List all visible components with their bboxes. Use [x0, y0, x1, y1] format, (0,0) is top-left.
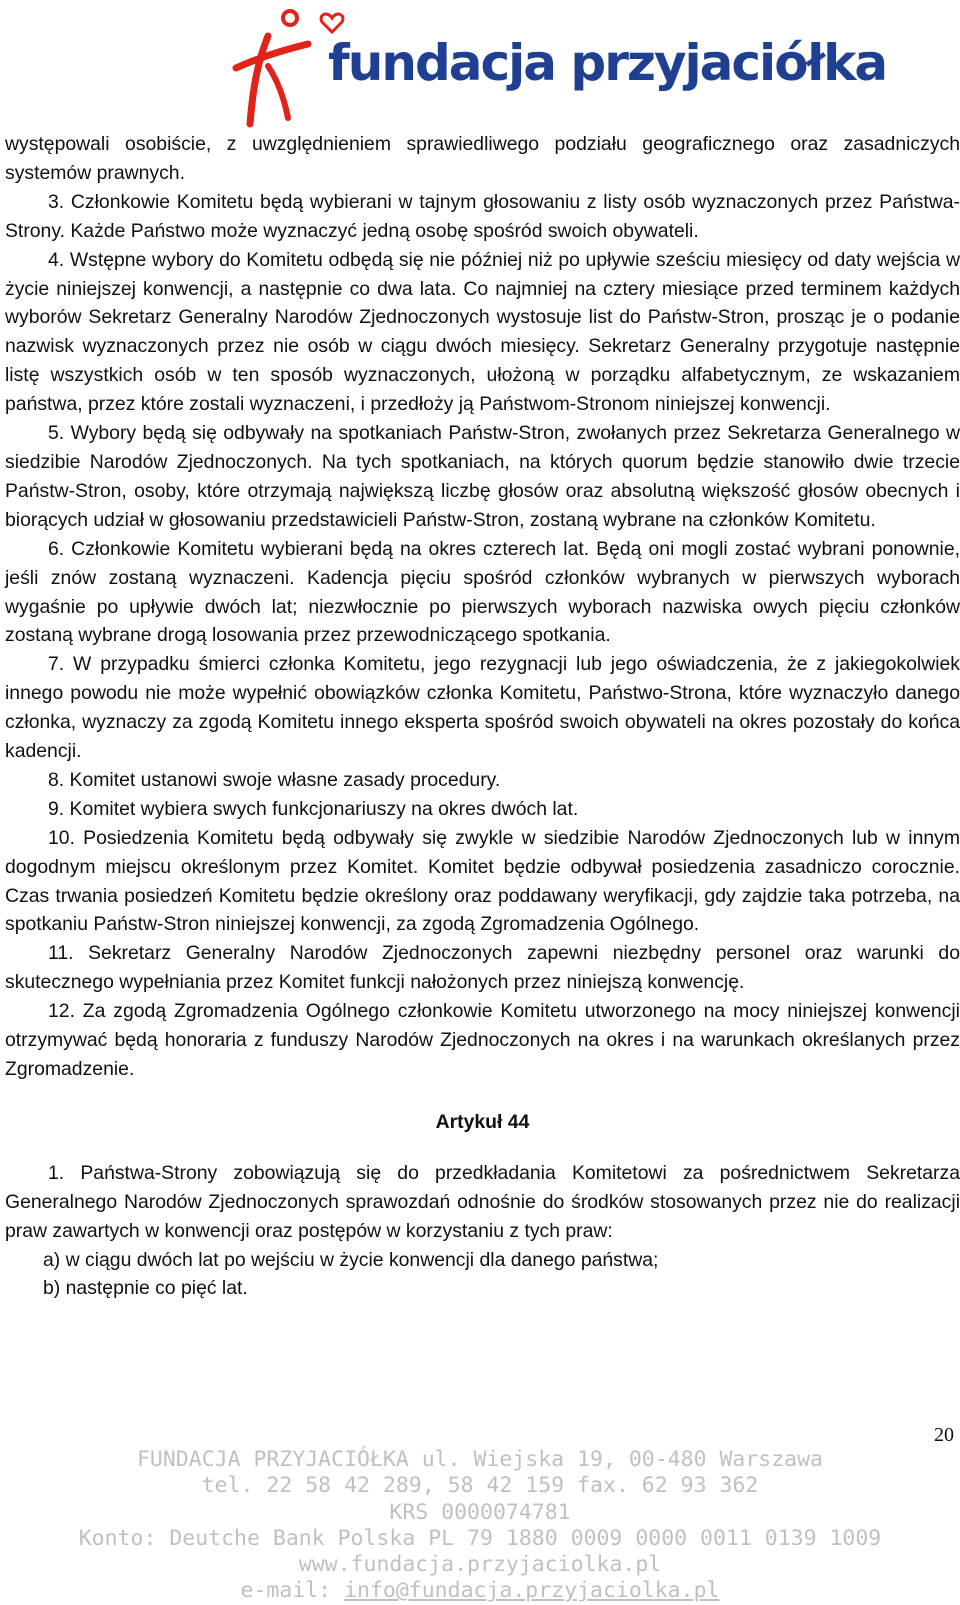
paragraph-6: 6. Członkowie Komitetu wybierani będą na okres czterech lat. Będą oni mogli zostać wybrani ponownie, jeśli znów zostaną wyznaczeni. Kadencja pięciu spośród członków wybranych w pierwszych wyborach wygaśnie po upływie dwóch lat; niezwłocznie po pierwszych wyborach nazwiska owych pięciu członków zostaną wybrane drogą losowania przez przewodniczącego spotkania.: [5, 537, 960, 647]
footer: [0, 1447, 960, 1605]
fundacja-logo: [228, 6, 887, 130]
footer-email-link[interactable]: info@fundacja.przyjaciolka.pl: [344, 1578, 720, 1604]
paragraph-4: 4. Wstępne wybory do Komitetu odbędą się nie później niż po upływie sześciu miesięcy od daty wejścia w życie niniejszej konwencji, a następnie co dwa lata. Co najmniej na cztery miesiące przed terminem każdych wyborów Sekretarz Generalny Narodów Zjednoczonych wystosuje list do Państw-Stron, prosząc je o podanie nazwisk wyznaczonych przez nie osób w ciągu dwóch miesięcy. Sekretarz Generalny przygotuje następnie listę wszystkich osób w ten sposób wyznaczonych, ułożoną w porządku alfabetycznym, ze wskazaniem państwa, przez które zostali wyznaczeni, i przedłoży ją Państwom-Stronom niniejszej konwencji.: [5, 248, 960, 416]
paragraph-12: 12. Za zgodą Zgromadzenia Ogólnego członkowie Komitetu utworzonego na mocy niniejszej konwencji otrzymywać będą honoraria z funduszy Narodów Zjednoczonych na okres i na warunkach określanych przez Zgromadzenie.: [5, 1000, 960, 1080]
paragraph-7: 7. W przypadku śmierci członka Komitetu, jego rezygnacji lub jego oświadczenia, że z jakiegokolwiek innego powodu nie może wypełnić obowiązków członka Komitetu, Państwo-Strona, które wyznaczyło danego członka, wyznaczy za zgodą Komitetu innego eksperta spośród swoich obywateli na okres pozostały do końca kadencji.: [5, 653, 960, 763]
document-body: [5, 130, 960, 1303]
paragraph-5: 5. Wybory będą się odbywały na spotkaniach Państw-Stron, zwołanych przez Sekretarza Generalnego w siedzibie Narodów Zjednoczonych. Na tych spotkaniach, na których quorum będzie stanowiło dwie trzecie Państw-Stron, osoby, które otrzymają największą liczbę głosów oraz absolutną większość głosów obecnych i biorących udział w głosowaniu przedstawicieli Państw-Stron, zostaną wybrane na członków Komitetu.: [5, 422, 960, 531]
paragraph-3: 3. Członkowie Komitetu będą wybierani w tajnym głosowaniu z listy osób wyznaczonych przez Państwa-Strony. Każde Państwo może wyznaczyć jedną osobę spośród swoich obywateli.: [5, 190, 960, 242]
article44-item-b: b) następnie co pięć lat.: [43, 1277, 248, 1300]
paragraph-continuation: występowali osobiście, z uwzględnieniem sprawiedliwego podziału geograficznego oraz zasadniczych systemów prawnych.: [5, 133, 960, 184]
footer-email-line: [0, 1578, 960, 1604]
paragraph-8: 8. Komitet ustanowi swoje własne zasady procedury.: [48, 768, 501, 791]
footer-website-link[interactable]: www.fundacja.przyjaciolka.pl: [298, 1552, 662, 1578]
page-number: 20: [934, 1424, 954, 1446]
footer-email-label: e-mail:: [240, 1578, 345, 1604]
paragraph-9: 9. Komitet wybiera swych funkcjonariuszy na okres dwóch lat.: [48, 797, 579, 820]
logo-text: fundacja przyjaciółka: [328, 34, 887, 92]
article-heading: Artykuł 44: [435, 1110, 530, 1133]
article44-paragraph-1: 1. Państwa-Strony zobowiązują się do przedkładania Komitetowi za pośrednictwem Sekretarza Generalnego Narodów Zjednoczonych sprawozdań odnośnie do środków stosowanych przez nie do realizacji praw zawartych w konwencji oraz postępów w korzystaniu z tych praw:: [5, 1161, 960, 1242]
footer-krs: KRS 0000074781: [389, 1499, 571, 1525]
paragraph-11: 11. Sekretarz Generalny Narodów Zjednoczonych zapewni niezbędny personel oraz warunki do skutecznego wypełniania przez Komitet funkcji nałożonych przez niniejszą konwencję.: [5, 942, 960, 994]
footer-phone: tel. 22 58 42 289, 58 42 159 fax. 62 93 362: [201, 1473, 759, 1499]
article44-item-a: a) w ciągu dwóch lat po wejściu w życie konwencji dla danego państwa;: [43, 1248, 659, 1271]
footer-address: FUNDACJA PRZYJACIÓŁKA ul. Wiejska 19, 00-480 Warszawa: [136, 1447, 824, 1472]
footer-bank-account: Konto: Deutche Bank Polska PL 79 1880 0009 0000 0011 0139 1009: [78, 1525, 882, 1551]
paragraph-10: 10. Posiedzenia Komitetu będą odbywały się zwykle w siedzibie Narodów Zjednoczonych lub w innym dogodnym miejscu określonym przez Komitet. Komitet będzie odbywał posiedzenia zasadniczo corocznie. Czas trwania posiedzeń Komitetu będzie określony oraz poddawany weryfikacji, gdy zajdzie taka potrzeba, na spotkaniu Państw-Stron niniejszej konwencji, za zgodą Zgromadzenia Ogólnego.: [5, 826, 960, 936]
